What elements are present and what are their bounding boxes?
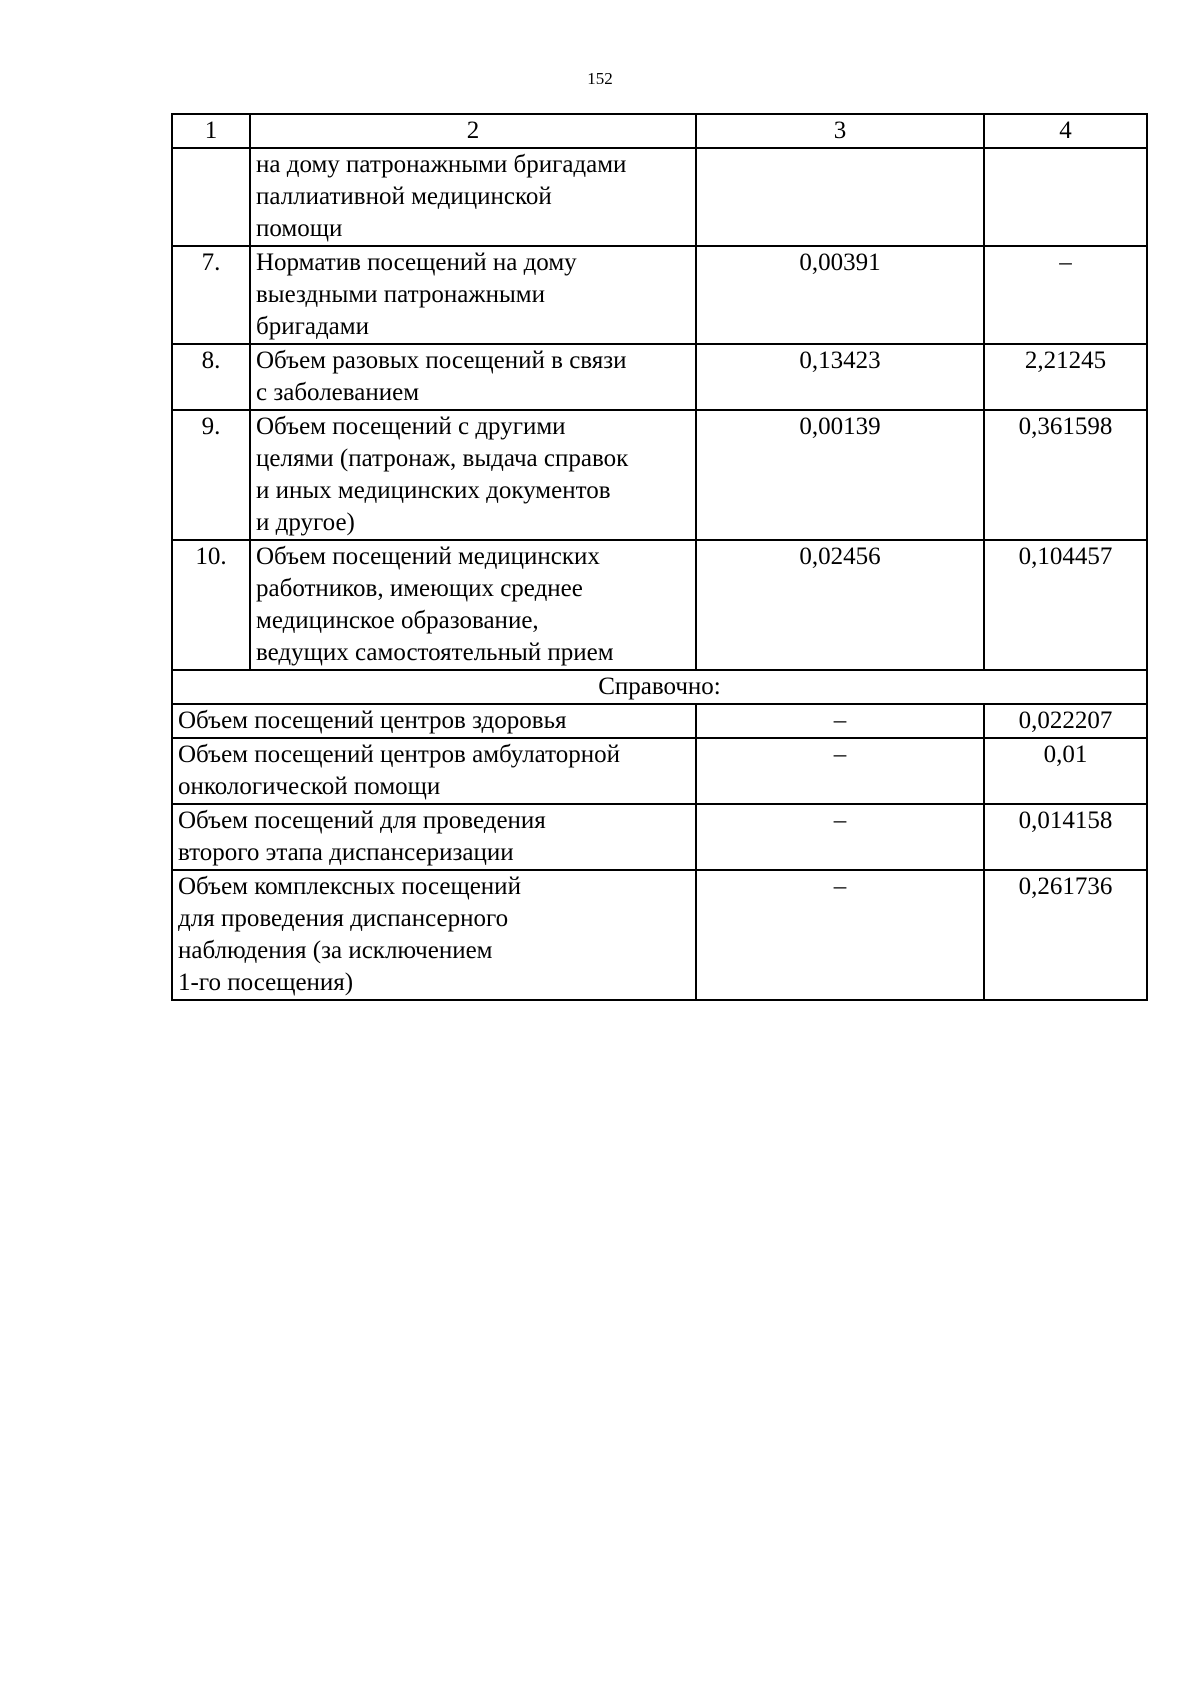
reference-value-col3: – [696, 704, 984, 738]
row-value-col4: 0,361598 [984, 410, 1147, 540]
table-row [172, 148, 1147, 246]
row-value-col4: 2,21245 [984, 344, 1147, 410]
reference-value-col3: – [696, 738, 984, 804]
reference-description: Объем посещений центров амбулаторной онкологической помощи [172, 738, 696, 804]
table-row [172, 540, 1147, 670]
reference-value-col3: – [696, 804, 984, 870]
reference-value-col3: – [696, 870, 984, 1000]
reference-value-col4: 0,022207 [984, 704, 1147, 738]
reference-row [172, 704, 1147, 738]
row-description: Объем посещений медицинских работников, имеющих среднее медицинское образование, ведущих самостоятельный прием [250, 540, 696, 670]
reference-row [172, 804, 1147, 870]
row-description: на дому патронажными бригадами паллиативной медицинской помощи [250, 148, 696, 246]
row-value-col3: 0,00139 [696, 410, 984, 540]
reference-value-col4: 0,01 [984, 738, 1147, 804]
row-number: 8. [172, 344, 250, 410]
table-header-row [172, 114, 1147, 148]
row-number: 7. [172, 246, 250, 344]
row-number: 10. [172, 540, 250, 670]
reference-section-row [172, 670, 1147, 704]
norms-table [171, 113, 1148, 1001]
reference-row [172, 870, 1147, 1000]
table-row [172, 344, 1147, 410]
row-value-col4 [984, 148, 1147, 246]
row-value-col3 [696, 148, 984, 246]
header-cell-4: 4 [984, 114, 1147, 148]
row-number [172, 148, 250, 246]
header-cell-1: 1 [172, 114, 250, 148]
row-number: 9. [172, 410, 250, 540]
page-number: 152 [587, 69, 613, 88]
row-value-col3: 0,13423 [696, 344, 984, 410]
row-value-col4: – [984, 246, 1147, 344]
reference-description: Объем посещений для проведения второго этапа диспансеризации [172, 804, 696, 870]
row-value-col4: 0,104457 [984, 540, 1147, 670]
row-description: Норматив посещений на дому выездными патронажными бригадами [250, 246, 696, 344]
header-cell-2: 2 [250, 114, 696, 148]
reference-description: Объем комплексных посещений для проведения диспансерного наблюдения (за исключением 1-го посещения) [172, 870, 696, 1000]
reference-value-col4: 0,261736 [984, 870, 1147, 1000]
reference-row [172, 738, 1147, 804]
table-row [172, 410, 1147, 540]
reference-value-col4: 0,014158 [984, 804, 1147, 870]
reference-section-label: Справочно: [172, 670, 1147, 704]
row-description: Объем посещений с другими целями (патронаж, выдача справок и иных медицинских документов и другое) [250, 410, 696, 540]
header-cell-3: 3 [696, 114, 984, 148]
row-value-col3: 0,02456 [696, 540, 984, 670]
row-value-col3: 0,00391 [696, 246, 984, 344]
table-row [172, 246, 1147, 344]
row-description: Объем разовых посещений в связи с заболеванием [250, 344, 696, 410]
reference-description: Объем посещений центров здоровья [172, 704, 696, 738]
